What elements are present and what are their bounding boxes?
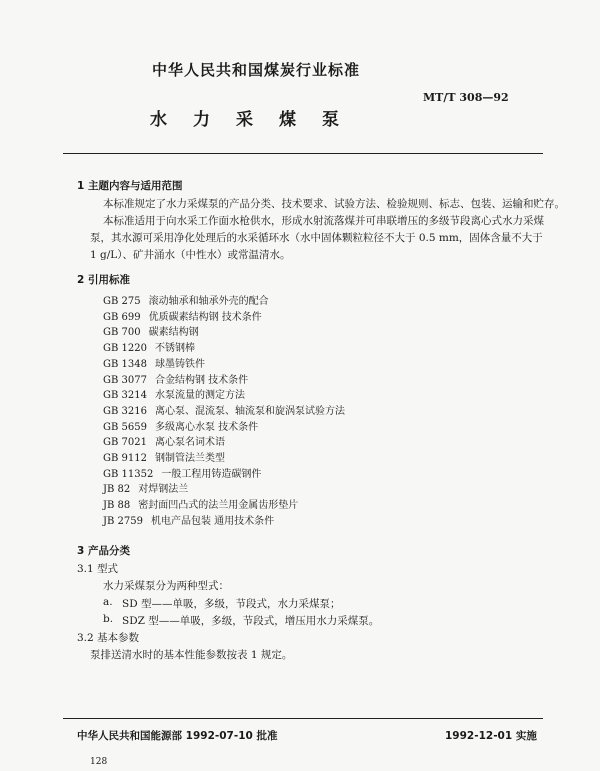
title-char: 力 (193, 110, 210, 130)
reference-name: 合金结构钢 技术条件 (154, 374, 249, 386)
reference-name: 钢制管法兰类型 (154, 453, 225, 464)
reference-name: 优质碳素结构钢 技术条件 (148, 311, 262, 323)
item-a-mark: a. (103, 596, 113, 608)
reference-code: GB 3214 (103, 390, 147, 402)
reference-name: 滚动轴承和轴承外壳的配合 (148, 296, 269, 307)
reference-item (103, 386, 245, 401)
section-3-1-heading: 3.1 型式 (77, 563, 119, 575)
section-3-heading: 3 产品分类 (77, 545, 130, 557)
reference-item (103, 418, 258, 433)
reference-name: 多级离心水泵 技术条件 (154, 421, 259, 433)
standard-code: MT/T 308—92 (423, 91, 509, 104)
reference-item (103, 292, 269, 307)
section-3-1-text: 水力采煤泵分为两种型式： (103, 580, 229, 592)
item-b-mark: b. (103, 613, 114, 625)
reference-item (103, 323, 199, 338)
reference-name: 一般工程用铸造碳钢件 (161, 468, 262, 480)
reference-code: GB 7021 (103, 437, 147, 449)
reference-item (103, 496, 298, 511)
section-2-heading: 2 引用标准 (77, 274, 130, 286)
reference-code: JB 2759 (103, 515, 143, 527)
section-3-2-heading: 3.2 基本参数 (77, 632, 140, 644)
reference-code: JB 82 (103, 484, 131, 496)
item-b-text: SDZ 型——单吸，多级，节段式，增压用水力采煤泵。 (122, 615, 380, 627)
header-rule (63, 153, 543, 154)
section-1-para-2-line-2: 泵，其水源可采用净化处理后的水采循环水（水中固体颗粒粒径不大于 0.5 mm，固体含量不大于 (90, 232, 543, 244)
reference-item (103, 480, 188, 495)
industry-standard-title: 中华人民共和国煤炭行业标准 (152, 61, 361, 79)
reference-name: 碳素结构钢 (148, 327, 199, 339)
section-1-heading: 1 主题内容与适用范围 (77, 180, 183, 192)
implementation-date: 1992-12-01 实施 (445, 730, 537, 742)
section-1-para-2-line-1: 本标准适用于向水采工作面水枪供水，形成水射流落煤并可串联增压的多级节段离心式水力采煤 (103, 215, 544, 227)
title-char: 煤 (279, 110, 296, 130)
approval-line: 中华人民共和国能源部 1992-07-10 批准 (77, 730, 278, 742)
reference-name: 机电产品包装 通用技术条件 (151, 515, 275, 527)
footer-rule (63, 718, 543, 719)
reference-name: 对焊钢法兰 (138, 484, 189, 496)
reference-name: 球墨铸铁件 (154, 358, 205, 370)
title-char: 水 (150, 110, 167, 130)
reference-code: GB 275 (103, 296, 141, 307)
page-number: 128 (90, 757, 108, 767)
reference-code: GB 1220 (103, 343, 147, 355)
reference-item (103, 308, 262, 323)
reference-name: 水泵流量的测定方法 (154, 390, 245, 402)
section-1-para-1: 本标准规定了水力采煤泵的产品分类、技术要求、试验方法、检验规则、标志、包装、运输和贮存。 (103, 198, 565, 210)
title-char: 泵 (322, 110, 339, 130)
title-char: 采 (236, 110, 253, 130)
reference-code: GB 9112 (103, 453, 147, 464)
item-a-text: SD 型——单吸，多级，节段式，水力采煤泵； (122, 598, 341, 610)
reference-code: GB 700 (103, 327, 141, 339)
reference-code: GB 11352 (103, 468, 154, 480)
section-1-para-2-line-3: 1 g/L）、矿井涌水（中性水）或常温清水。 (90, 249, 291, 261)
reference-code: GB 3077 (103, 374, 147, 386)
reference-item (103, 433, 225, 448)
reference-item (103, 371, 248, 386)
reference-code: GB 1348 (103, 358, 147, 370)
reference-name: 离心泵、混流泵、轴流泵和旋涡泵试验方法 (154, 405, 345, 417)
reference-code: GB 699 (103, 311, 141, 323)
section-3-2-text: 泵排送清水时的基本性能参数按表 1 规定。 (90, 649, 293, 661)
reference-code: GB 3216 (103, 405, 147, 417)
reference-item (103, 512, 274, 527)
reference-item (103, 402, 345, 417)
reference-item (103, 449, 225, 464)
reference-item (103, 355, 205, 370)
reference-name: 不锈钢棒 (154, 343, 195, 355)
reference-code: GB 5659 (103, 421, 147, 433)
document-title (150, 105, 365, 130)
reference-code: JB 88 (103, 500, 131, 512)
reference-item (103, 339, 195, 354)
reference-item (103, 465, 261, 480)
reference-name: 密封面凹凸式的法兰用金属齿形垫片 (138, 500, 299, 512)
reference-name: 离心泵名词术语 (154, 437, 225, 449)
